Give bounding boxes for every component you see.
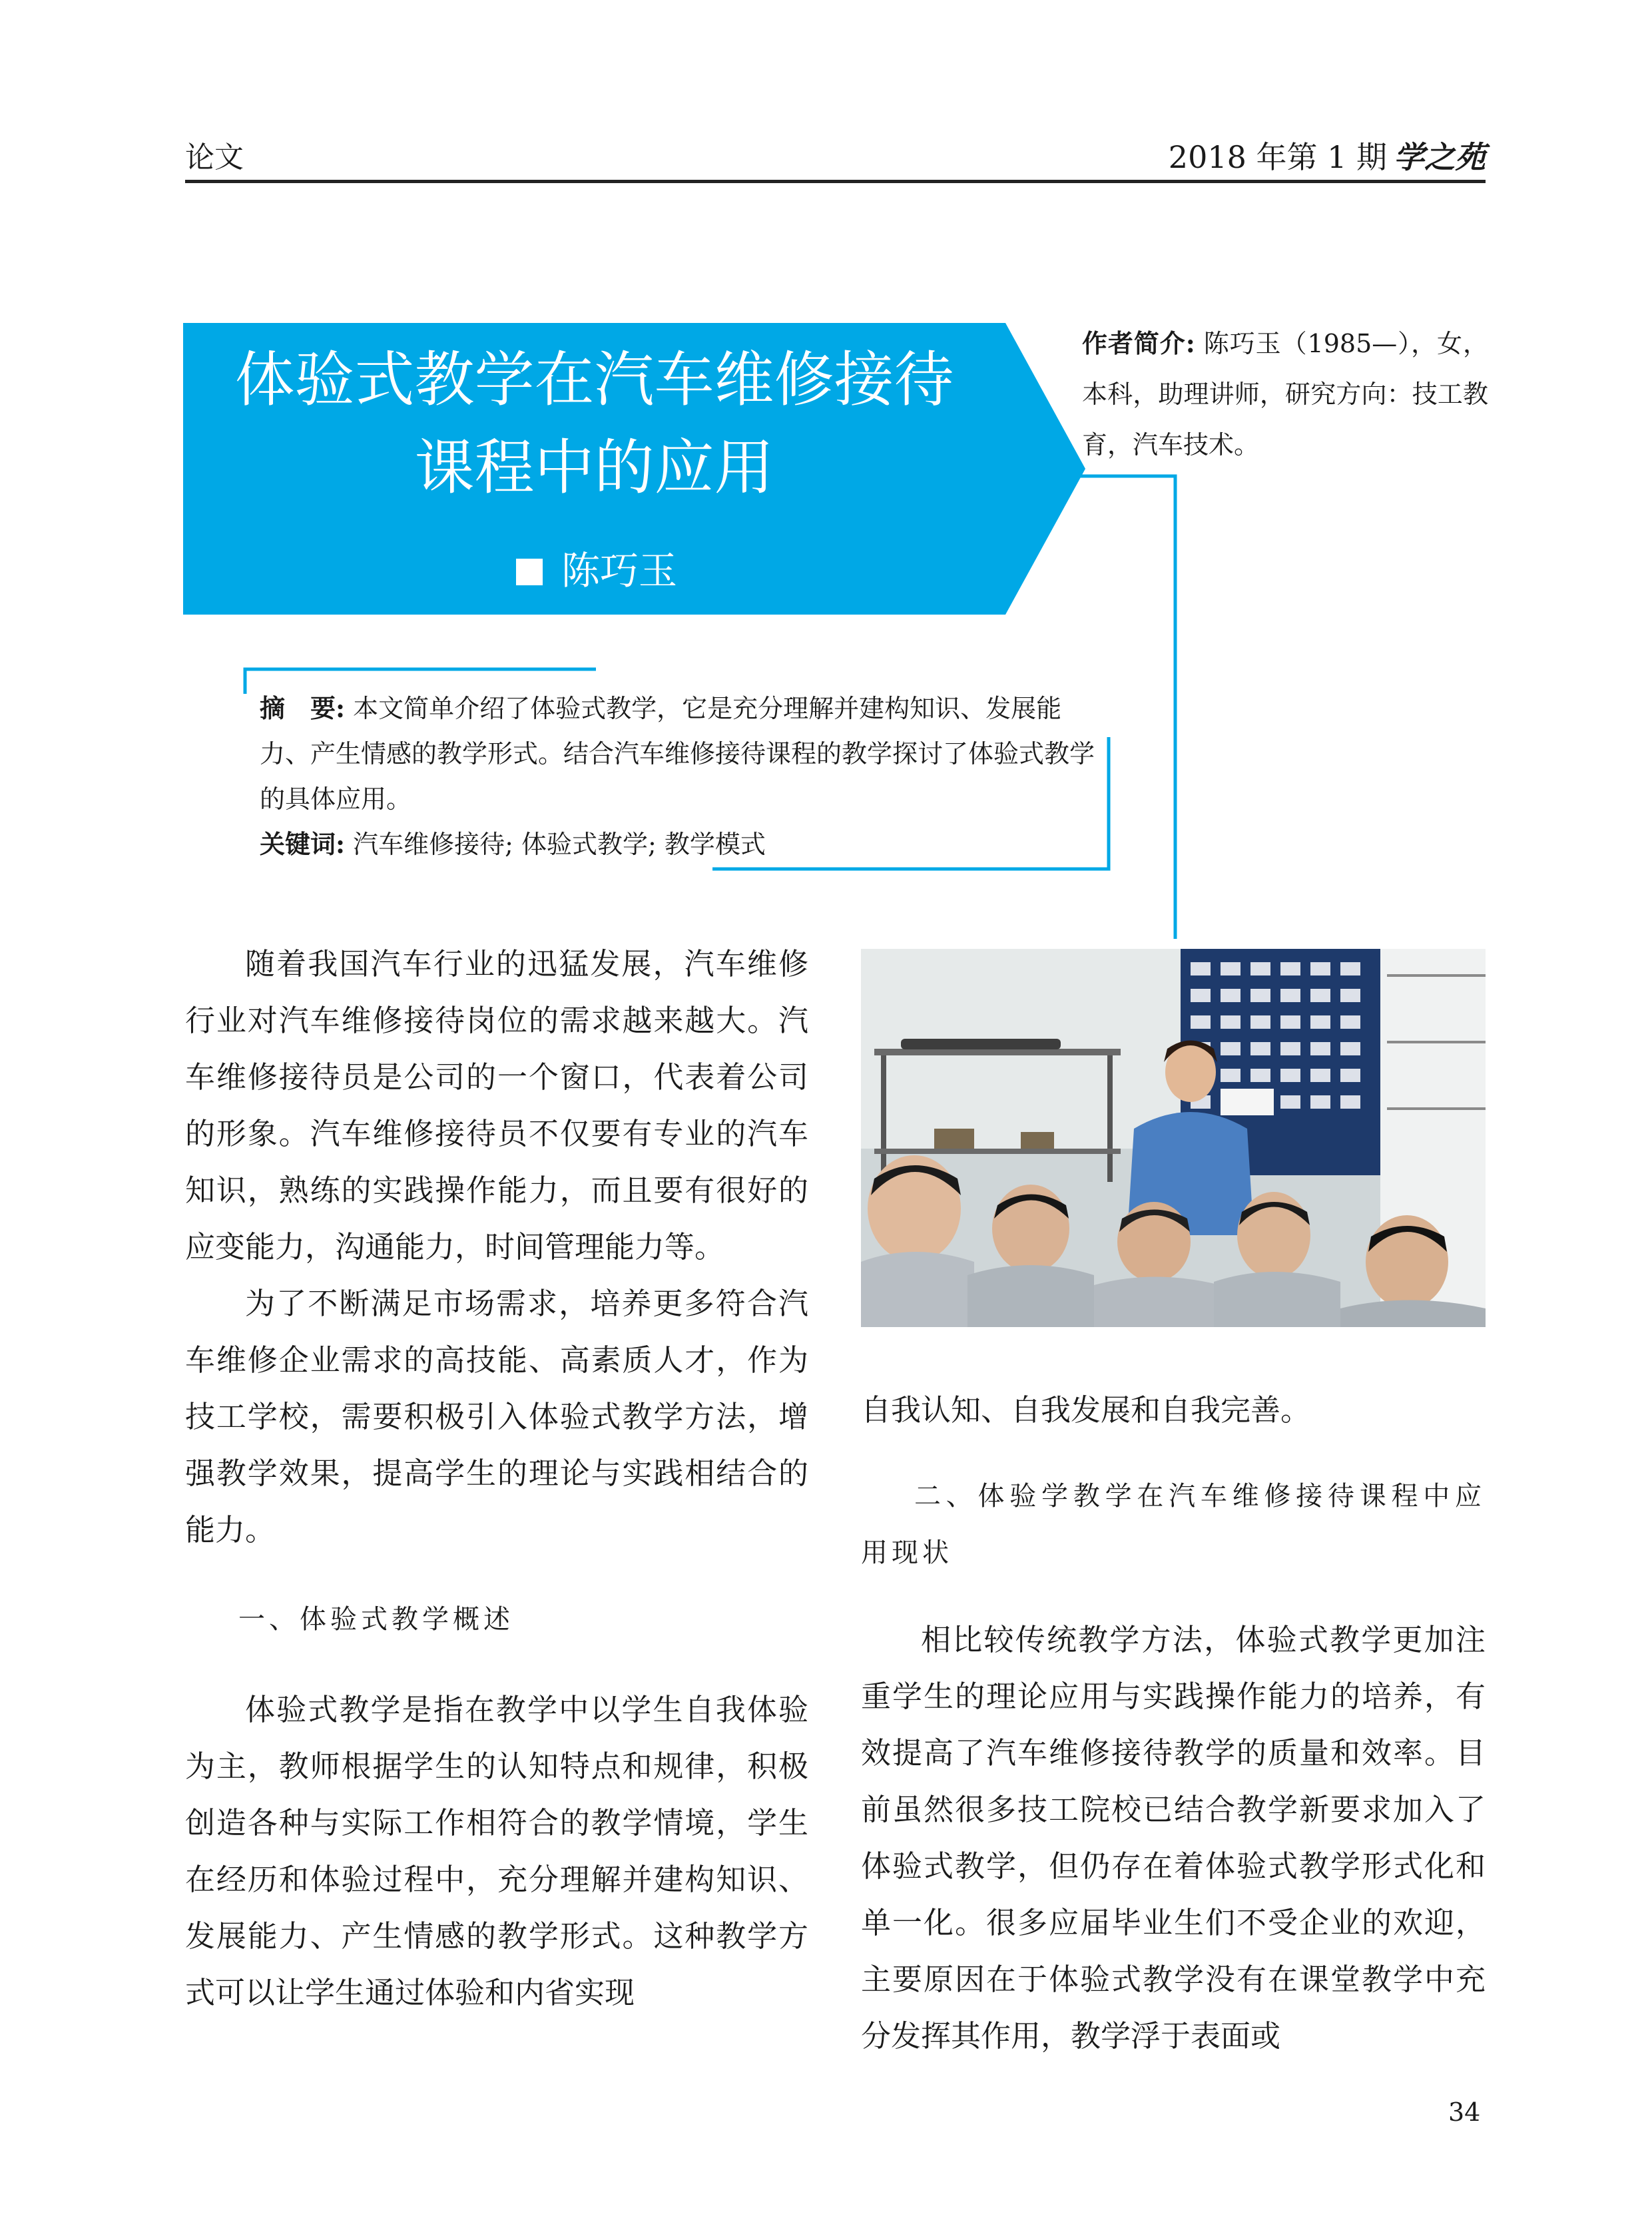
abstract-label: 摘 要: — [260, 693, 346, 723]
header-rule — [185, 180, 1486, 183]
article-title-line-2: 课程中的应用 — [414, 433, 774, 503]
header-issue-text: 2018 年第 1 期 — [1168, 139, 1387, 175]
body-paragraph-1: 随着我国汽车行业的迅猛发展，汽车维修行业对汽车维修接待岗位的需求越来越大。汽车维修接待员是公司的一个窗口，代表着公司的形象。汽车维修接待员不仅要有专业的汽车知识，熟练的实践操作能力，而且要有很好的应变能力，沟通能力，时间管理能力等。 — [185, 946, 808, 1264]
keywords-paragraph — [260, 822, 1102, 867]
abstract-box — [260, 686, 1102, 867]
article-title — [183, 336, 1005, 512]
author-byline — [516, 539, 677, 595]
section-heading-1: 一、体验式教学概述 — [238, 1604, 514, 1635]
body-paragraph-3: 体验式教学是指在教学中以学生自我体验为主，教师根据学生的认知特点和规律，积极创造各种与实际工作相符合的教学情境，学生在经历和体验过程中，充分理解并建构知识、发展能力、产生情感的教学形式。这种教学方式可以让学生通过体验和内省实现 — [185, 1692, 808, 2010]
keywords-text: 汽车维修接待; 体验式教学; 教学模式 — [345, 830, 766, 859]
keywords-label: 关键词: — [260, 829, 346, 859]
abstract-text: 本文简单介绍了体验式教学，它是充分理解并建构知识、发展能力、产生情感的教学形式。结合汽车维修接待课程的教学探讨了体验式教学的具体应用。 — [260, 694, 1095, 814]
classroom-photo — [861, 949, 1486, 1327]
author-name: 陈巧玉 — [561, 548, 678, 593]
right-column — [861, 1382, 1486, 2064]
header-issue — [1169, 133, 1486, 177]
abstract-paragraph — [260, 686, 1102, 822]
magazine-name: 学之苑 — [1394, 139, 1486, 175]
author-bio-label: 作者简介: — [1082, 328, 1195, 358]
body-paragraph-2: 为了不断满足市场需求，培养更多符合汽车维修企业需求的高技能、高素质人才，作为技工学校，需要积极引入体验式教学方法，增强教学效果，提高学生的理论与实践相结合的能力。 — [185, 1286, 808, 1547]
article-title-line-1: 体验式教学在汽车维修接待 — [234, 345, 954, 415]
header-section: 论文 — [185, 140, 244, 174]
body-paragraph-3-continued: 自我认知、自我发展和自我完善。 — [861, 1392, 1311, 1428]
page-number: 34 — [1448, 2097, 1481, 2127]
author-bio — [1082, 318, 1488, 470]
square-bullet-icon — [516, 559, 543, 585]
left-column — [185, 936, 808, 2021]
section-heading-2: 二、体验学教学在汽车维修接待课程中应用现状 — [861, 1481, 1486, 1568]
author-bio-text: 陈巧玉（1985—），女，本科，助理讲师，研究方向：技工教育，汽车技术。 — [1082, 329, 1488, 459]
body-paragraph-4: 相比较传统教学方法，体验式教学更加注重学生的理论应用与实践操作能力的培养，有效提高了汽车维修接待教学的质量和效率。目前虽然很多技工院校已结合教学新要求加入了体验式教学，但仍存在着体验式教学形式化和单一化。很多应届毕业生们不受企业的欢迎，主要原因在于体验式教学没有在课堂教学中充分发挥其作用，教学浮于表面或 — [861, 1622, 1486, 2054]
